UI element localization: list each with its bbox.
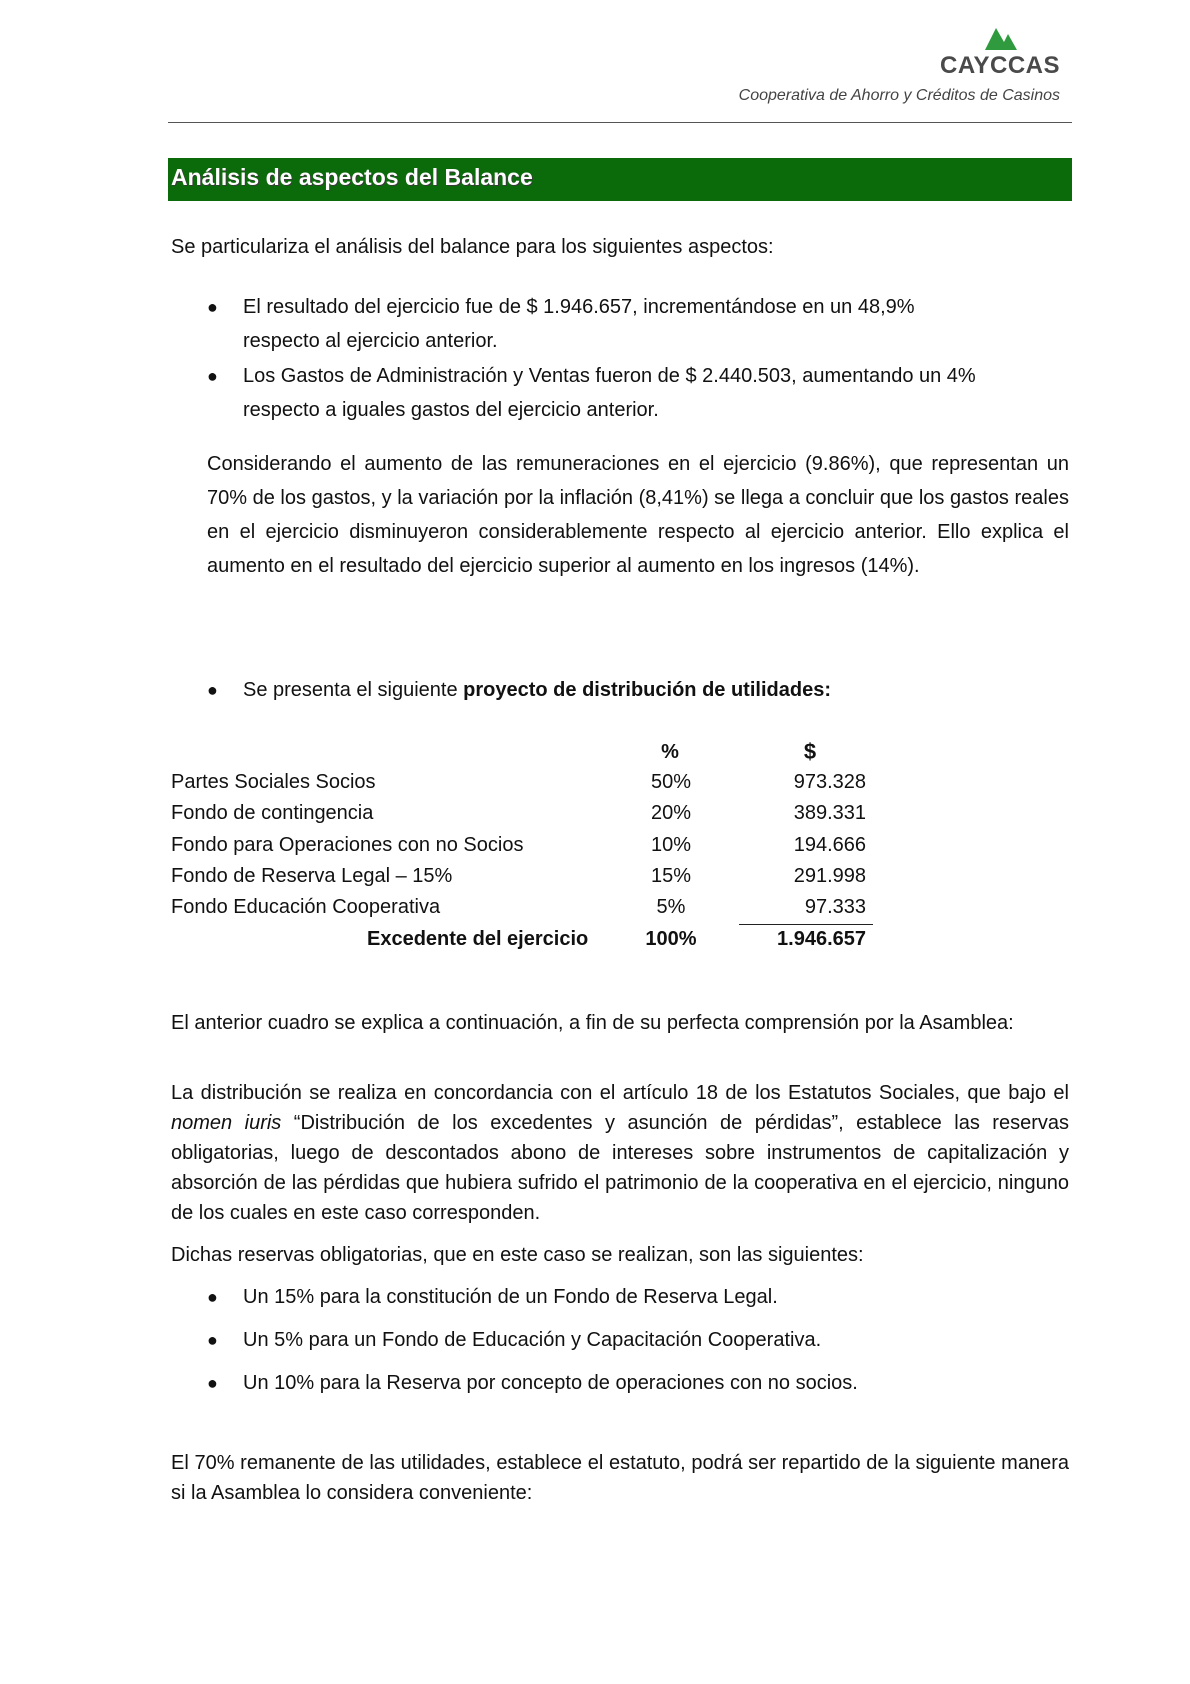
header-divider — [168, 122, 1072, 123]
table-row — [171, 834, 871, 866]
bullet-icon: ● — [207, 366, 218, 386]
dichas-paragraph: Dichas reservas obligatorias, que en este caso se realizan, son las siguientes: — [171, 1244, 864, 1266]
header-tagline: Cooperativa de Ahorro y Créditos de Casinos — [738, 87, 1060, 104]
bullet-list-reservas — [207, 1280, 1067, 1410]
proyecto-prefix: Se presenta el siguiente — [243, 679, 464, 701]
row-amount: 973.328 — [793, 771, 866, 793]
proyecto-text — [243, 673, 831, 707]
row-amount: 194.666 — [793, 834, 866, 856]
distribution-paragraph — [171, 1078, 1069, 1228]
explain-paragraph: El anterior cuadro se explica a continuación, a fin de su perfecta comprensión por la Asamblea: — [171, 1012, 1014, 1034]
bullet-1-line-2: respecto al ejercicio anterior. — [243, 330, 498, 352]
row-percent: 10% — [650, 834, 692, 856]
bullet-list-aspects — [207, 290, 1067, 440]
table-row — [171, 771, 871, 803]
logo-text: CAYCCAS — [940, 52, 1060, 79]
table-header-percent: % — [661, 741, 679, 763]
section-title: Análisis de aspectos del Balance — [171, 164, 533, 190]
bullet-icon: ● — [207, 1373, 218, 1393]
row-amount: 97.333 — [804, 896, 866, 918]
bullet-icon: ● — [207, 1287, 218, 1307]
intro-paragraph: Se particulariza el análisis del balance para los siguientes aspectos: — [171, 236, 774, 258]
reserva-item: Un 10% para la Reserva por concepto de operaciones con no socios. — [243, 1372, 858, 1394]
row-amount: 389.331 — [793, 802, 866, 824]
row-label: Fondo para Operaciones con no Socios — [171, 834, 524, 856]
bullet-icon: ● — [207, 297, 218, 317]
bullet-2-line-2: respecto a iguales gastos del ejercicio anterior. — [243, 399, 659, 421]
total-amount: 1.946.657 — [777, 928, 866, 950]
row-label: Partes Sociales Socios — [171, 771, 376, 793]
row-label: Fondo de Reserva Legal – 15% — [171, 865, 453, 887]
table-total-row — [171, 928, 871, 960]
considerando-paragraph: Considerando el aumento de las remuneraciones en el ejercicio (9.86%), que representan un 70% de los gastos, y la variación por la inflación (8,41%) se llega a concluir que los gastos reales en el ejercicio disminuyeron considerablemente respecto al ejercicio anterior. Ello explica el aumento en el resultado del ejercicio superior al aumento en los ingresos (14%). — [207, 453, 1069, 577]
distrib-text-2: “Distribución de los excedentes y asunción de pérdidas”, establece las reservas obligatorias, luego de descontados abono de intereses sobre instrumentos de capitalización y absorción de las pérdidas que hubiera sufrido el patrimonio de la cooperativa en el ejercicio, ninguno de los cuales en este caso corresponden. — [171, 1112, 1069, 1224]
row-percent: 5% — [656, 896, 686, 918]
row-percent: 50% — [650, 771, 692, 793]
remanente-paragraph: El 70% remanente de las utilidades, establece el estatuto, podrá ser repartido de la siguiente manera si la Asamblea lo considera conveniente: — [171, 1452, 1069, 1504]
row-label: Fondo Educación Cooperativa — [171, 896, 441, 918]
bullet-proyecto — [207, 673, 1067, 707]
sum-divider — [739, 924, 873, 925]
bullet-1-line-1: El resultado del ejercicio fue de $ 1.946.657, incrementándose en un 48,9% — [243, 296, 915, 318]
distrib-text-1: La distribución se realiza en concordancia con el artículo 18 de los Estatutos Sociales, que bajo el — [171, 1082, 1069, 1104]
row-amount: 291.998 — [793, 865, 866, 887]
proyecto-bold: proyecto de distribución de utilidades: — [463, 679, 831, 701]
bullet-2-line-1: Los Gastos de Administración y Ventas fueron de $ 2.440.503, aumentando un 4% — [243, 365, 976, 387]
total-label: Excedente del ejercicio — [367, 928, 589, 950]
total-percent: 100% — [645, 928, 697, 950]
bullet-icon: ● — [207, 1330, 218, 1350]
bullet-icon: ● — [207, 680, 218, 700]
row-percent: 20% — [650, 802, 692, 824]
row-percent: 15% — [650, 865, 692, 887]
reserva-item: Un 5% para un Fondo de Educación y Capacitación Cooperativa. — [243, 1329, 822, 1351]
table-row — [171, 865, 871, 897]
reserva-item: Un 15% para la constitución de un Fondo de Reserva Legal. — [243, 1286, 778, 1308]
row-label: Fondo de contingencia — [171, 802, 374, 824]
distrib-italic: nomen iuris — [171, 1112, 282, 1134]
mountain-logo-icon — [985, 24, 1017, 50]
table-header-amount: $ — [803, 739, 817, 764]
table-row — [171, 802, 871, 834]
